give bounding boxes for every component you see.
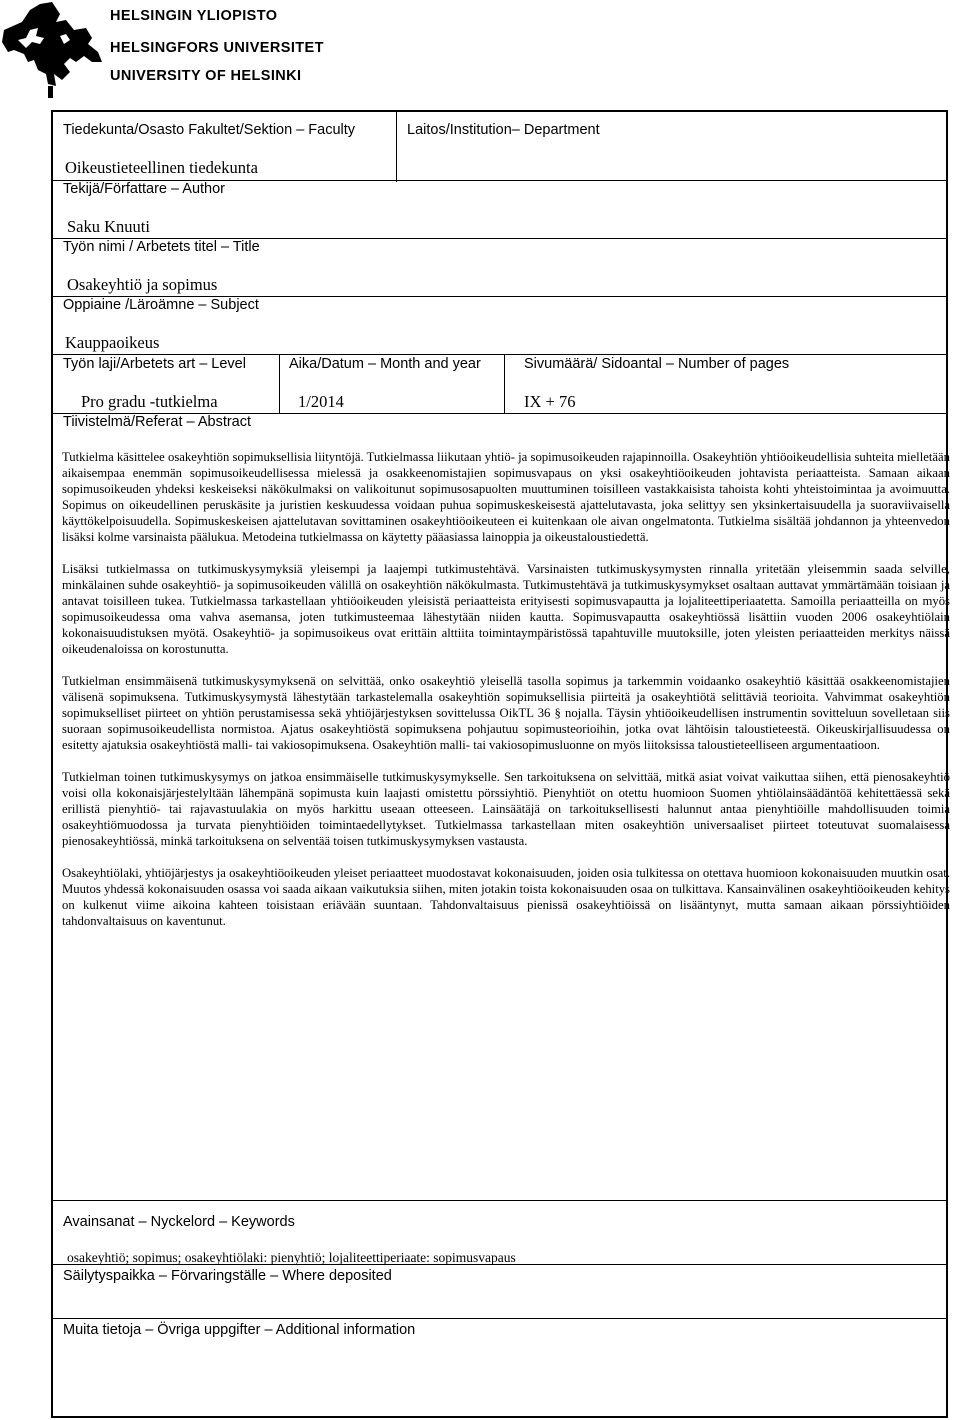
row-divider bbox=[53, 1318, 946, 1319]
deposited-label: Säilytyspaikka – Förvaringställe – Where deposited bbox=[63, 1268, 392, 1284]
abstract-paragraph: Lisäksi tutkielmassa on tutkimuskysymyksiä yleisempi ja laajempi tutkimustehtävä. Varsinaisten tutkimuskysymysten rinnalla yritetään yleisemmin saada selville, minkälainen suhde osakeyhtiö- ja sopimusoikeuden välillä on osakeyhtiön näkökulmasta. Tutkimustehtävä ja tutkimuskysymykset osaltaan auttavat ymmärtämään toisiaan ja antavat toisilleen tukea. Tutkielmassa tarkastellaan yhtiöoikeuden yleisistä periaatteista erityisesti sopimusvapautta ja lojaliteettiperiaatetta. Samoilla periaatteilla on myös sopimusoikeudessa oma vahva asemansa, joten tutkimusteemaa lähestytään niiden kautta. Sopimusvapautta osakeyhtiössä lisättiin vuoden 2006 osakeyhtiölain kokonaisuudistuksen myötä. Osakeyhtiö- ja sopimusoikeus ovat erittäin alttiita toimintaympäristössä tapahtuville muutoksille, joten yleisten periaatteiden merkitys näissä oikeudenaloissa on korostunutta. bbox=[62, 562, 950, 656]
keywords-value: osakeyhtiö; sopimus; osakeyhtiölaki: pienyhtiö; lojaliteettiperiaate: sopimusvapaus bbox=[67, 1250, 516, 1265]
faculty-department-divider bbox=[396, 112, 397, 182]
subject-label: Oppiaine /Läroämne – Subject bbox=[63, 297, 259, 313]
abstract-paragraph: Osakeyhtiölaki, yhtiöjärjestys ja osakeyhtiöoikeuden yleiset periaatteet muodostavat kokonaisuuden, joiden osia tulkitessa on otettava huomioon kokonaisuuden muutkin osat. Muutos yhdessä kokonaisuuden osassa voi saada aikaan vaikutuksia siihen, miten jotakin toista kokonaisuuden osaa on tulkittava. Kansainvälinen osakeyhtiöoikeuden kehitys on kulkenut viime aikoina kahteen toisistaan eriävään suuntaan. Tahdonvaltaisuus pienissä osakeyhtiöissä on lisääntynyt, mutta samaan aikaan pörssiyhtiöiden tahdonvaltaisuus on kaventunut. bbox=[62, 866, 950, 928]
row-divider bbox=[53, 1264, 946, 1265]
keywords-label: Avainsanat – Nyckelord – Keywords bbox=[63, 1214, 295, 1230]
faculty-value: Oikeustieteellinen tiedekunta bbox=[65, 158, 258, 177]
date-label: Aika/Datum – Month and year bbox=[289, 356, 481, 372]
additional-info-label: Muita tietoja – Övriga uppgifter – Additional information bbox=[63, 1322, 416, 1338]
department-label: Laitos/Institution– Department bbox=[407, 122, 600, 138]
author-label: Tekijä/Författare – Author bbox=[63, 181, 225, 197]
row-divider bbox=[53, 1200, 946, 1201]
abstract-paragraph: Tutkielman ensimmäisenä tutkimuskysymyksenä on selvittää, onko osakeyhtiö yleisellä tasolla sopimus ja tarkemmin voidaanko osakeyhtiö käsittää osakkeenomistajien välisenä sopimuksena. Tutkimuskysymystä lähestytään tarkastelemalla osakeyhtiön sopimuksellisia piirteitä ja osakeyhtiötä selittäviä teorioita. Vahvimmat osakeyhtiön sopimukselliset piirteet on yhtiön perustamisessa sekä yhtiöjärjestyksen sovittelussa OikTL 36 § nojalla. Täysin yhtiöoikeudellisen instrumentin sovitteluun sovelletaan siis suoraan sopimusoikeudellista normistoa. Ajatus osakeyhtiöstä sopimuksena pohjautuu sopimusteorioihin, jotka ovat lähtöisin taloustieteestä. Oikeuskirjallisuudessa on esitetty ajatuksia osakeyhtiöstä malli- tai vakiosopimuksena. Osakeyhtiön malli- tai vakiosopimusluonne on myös liitoksissa taloustieteelliseen argumentaatioon. bbox=[62, 674, 950, 752]
date-pages-divider bbox=[504, 354, 505, 414]
pages-value: IX + 76 bbox=[524, 392, 576, 411]
author-value: Saku Knuuti bbox=[67, 217, 150, 236]
level-date-divider bbox=[279, 354, 280, 414]
abstract-paragraph: Tutkielman toinen tutkimuskysymys on jatkoa ensimmäiselle tutkimuskysymykselle. Sen tarkoituksena on selvittää, mitkä asiat voivat vaikuttaa siihen, että pienosakeyhtiö voisi olla kokonaisjärjestelyltään lähempänä sopimusta kuin laajasti omistettu pörssiyhtiö. Pienyhtiöt on otettu huomioon Suomen yhtiölainsäädäntöä kehitettäessä sekä erillistä pienyhtiö- tai rajavastuulakia on myös harkittu useaan otteeseen. Lainsäätäjä on tarkoituksellisesti halunnut antaa pienyhtiöille mahdollisuuden toimia osakeyhtiömuodossa ja turvata pienyhtiöiden toimintaedellytykset. Tutkielmassa tarkastellaan miten osakeyhtiön universaaliset piirteet toteutuvat suomalaisessa pienosakeyhtiössä, minkä tarkoituksena on selventää toisen tutkimuskysymyksen vastausta. bbox=[62, 770, 950, 848]
abstract-label: Tiivistelmä/Referat – Abstract bbox=[63, 414, 252, 430]
faculty-label: Tiedekunta/Osasto Fakultet/Sektion – Faculty bbox=[63, 122, 356, 138]
flame-emblem-icon bbox=[0, 0, 110, 100]
logo-text-swedish: HELSINGFORS UNIVERSITET bbox=[110, 40, 324, 56]
subject-value: Kauppaoikeus bbox=[65, 333, 160, 352]
pages-label: Sivumäärä/ Sidoantal – Number of pages bbox=[524, 356, 790, 372]
university-logo bbox=[0, 0, 400, 100]
abstract-text bbox=[62, 449, 950, 945]
abstract-form bbox=[51, 110, 948, 1418]
level-value: Pro gradu -tutkielma bbox=[81, 392, 218, 411]
row-divider bbox=[53, 354, 946, 355]
title-value: Osakeyhtiö ja sopimus bbox=[67, 275, 218, 294]
title-label: Työn nimi / Arbetets titel – Title bbox=[63, 239, 260, 255]
logo-text-english: UNIVERSITY OF HELSINKI bbox=[110, 68, 302, 84]
abstract-paragraph: Tutkielma käsittelee osakeyhtiön sopimuksellisia liityntöjä. Tutkielmassa liikutaan yhtiö- ja sopimusoikeuden rajapinnoilla. Osakeyhtiön yhtiöoikeudellisia suhteita mielletään aikaisempaa enemmän sopimusoikeudellisessa mielessä ja osakkeenomistajien sopimusvapaus on yksi osakeyhtiöoikeuden johtavista periaatteista. Samaan aikaan sopimusoikeuden yhdeksi keskeiseksi näkökulmaksi on valikoitunut sopimusosapuolten muuttuminen toisilleen vastakkaisista tahoista kohti yhteistoimintaa ja avoimuutta. Sopimus on oikeudellinen peruskäsite ja juristien keskuudessa voidaan puhua sopimuskeskeisestä ajattelutavasta, joka selittyy sen yksinkertaisuudella ja suoraviivaisella käyttökelpoisuudella. Sopimuskeskeisen ajattelutavan sovittaminen osakeyhtiöoikeuteen ei kuitenkaan ole aivan ongelmatonta. Tutkielma sisältää johdannon ja yhteenvedon lisäksi kolme varsinaista päälukua. Metodeina tutkielmassa on käytetty pääasiassa lainoppia ja oikeustaloustiedettä. bbox=[62, 450, 950, 544]
logo-text-finnish: HELSINGIN YLIOPISTO bbox=[110, 8, 278, 24]
date-value: 1/2014 bbox=[298, 392, 344, 411]
level-label: Työn laji/Arbetets art – Level bbox=[63, 356, 246, 372]
